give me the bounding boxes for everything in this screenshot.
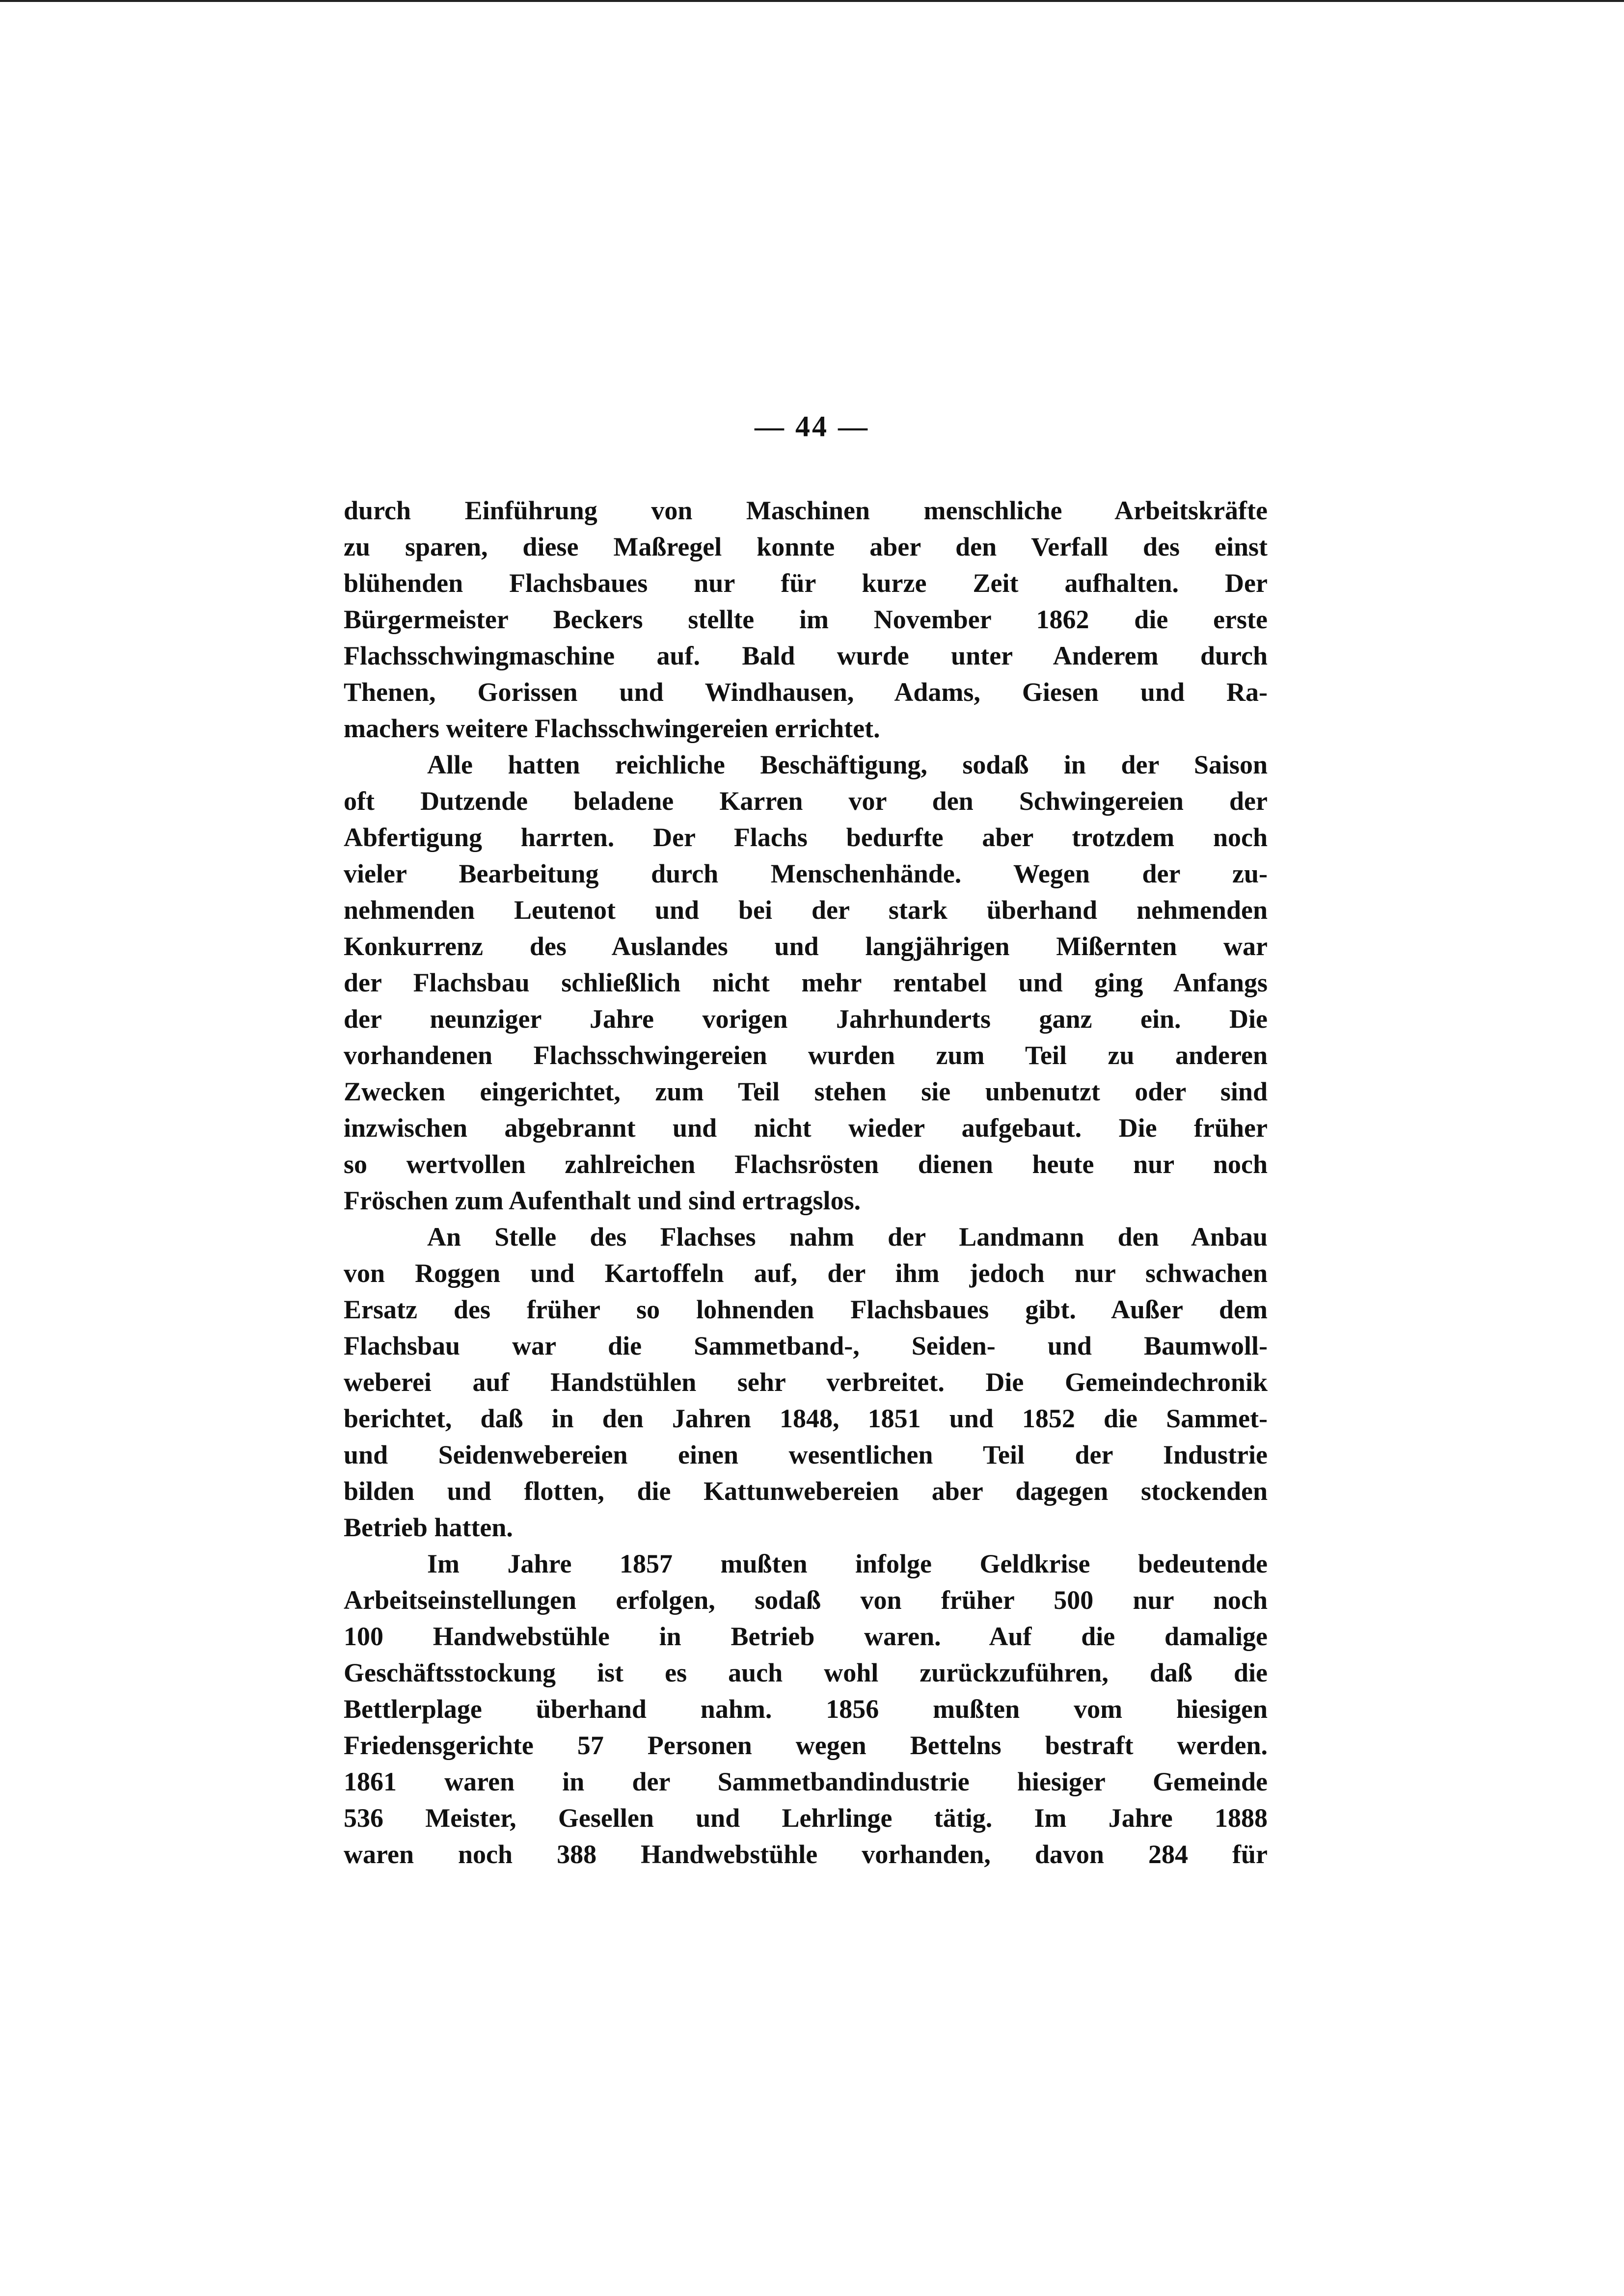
text-line: Bürgermeister Beckers stellte im November 1862 die erste: [344, 605, 1268, 634]
text-line: vieler Bearbeitung durch Menschenhände. Wegen der zu-: [344, 859, 1268, 888]
text-line: Betrieb hatten.: [344, 1513, 513, 1542]
text-line: Zwecken eingerichtet, zum Teil stehen sie unbenutzt oder sind: [344, 1077, 1268, 1106]
paragraph: [344, 1219, 1268, 1546]
paragraph: [344, 747, 1268, 1219]
scan-border-line: [0, 0, 1624, 2]
text-line: oft Dutzende beladene Karren vor den Schwingereien der: [344, 786, 1268, 816]
text-line: Ersatz des früher so lohnenden Flachsbaues gibt. Außer dem: [344, 1295, 1268, 1324]
text-line: inzwischen abgebrannt und nicht wieder aufgebaut. Die früher: [344, 1113, 1268, 1143]
text-line: weberei auf Handstühlen sehr verbreitet. Die Gemeindechronik: [344, 1367, 1268, 1397]
text-line: machers weitere Flachsschwingereien errichtet.: [344, 714, 880, 743]
text-line: Flachsbau war die Sammetband-, Seiden- und Baumwoll-: [344, 1331, 1268, 1361]
text-line: waren noch 388 Handwebstühle vorhanden, davon 284 für: [344, 1840, 1268, 1869]
text-line: der neunziger Jahre vorigen Jahrhunderts ganz ein. Die: [344, 1004, 1268, 1034]
text-line: der Flachsbau schließlich nicht mehr rentabel und ging Anfangs: [344, 968, 1268, 997]
text-line: von Roggen und Kartoffeln auf, der ihm jedoch nur schwachen: [344, 1258, 1268, 1288]
text-line: Bettlerplage überhand nahm. 1856 mußten vom hiesigen: [344, 1694, 1268, 1724]
text-line: Friedensgerichte 57 Personen wegen Bettelns bestraft werden.: [344, 1731, 1268, 1760]
text-line: 100 Handwebstühle in Betrieb waren. Auf die damalige: [344, 1622, 1268, 1651]
text-line: so wertvollen zahlreichen Flachsrösten dienen heute nur noch: [344, 1149, 1268, 1179]
text-line: Konkurrenz des Auslandes und langjährigen Mißernten war: [344, 932, 1268, 961]
text-line: Alle hatten reichliche Beschäftigung, sodaß in der Saison: [427, 750, 1268, 779]
text-line: Arbeitseinstellungen erfolgen, sodaß von früher 500 nur noch: [344, 1585, 1268, 1615]
text-line: und Seidenwebereien einen wesentlichen Teil der Industrie: [344, 1440, 1268, 1469]
text-line: durch Einführung von Maschinen menschliche Arbeitskräfte: [344, 496, 1268, 525]
text-line: berichtet, daß in den Jahren 1848, 1851 und 1852 die Sammet-: [344, 1404, 1268, 1433]
text-line: Geschäftsstockung ist es auch wohl zurückzuführen, daß die: [344, 1658, 1268, 1687]
text-line: Thenen, Gorissen und Windhausen, Adams, Giesen und Ra-: [344, 677, 1268, 707]
paragraph: [344, 1546, 1268, 1872]
text-line: bilden und flotten, die Kattunwebereien aber dagegen stockenden: [344, 1476, 1268, 1506]
text-line: Flachsschwingmaschine auf. Bald wurde unter Anderem durch: [344, 641, 1268, 670]
text-line: nehmenden Leutenot und bei der stark überhand nehmenden: [344, 895, 1268, 925]
text-line: zu sparen, diese Maßregel konnte aber den Verfall des einst: [344, 532, 1268, 561]
page-number: — 44 —: [755, 410, 869, 443]
text-line: Im Jahre 1857 mußten infolge Geldkrise bedeutende: [427, 1549, 1268, 1578]
text-line: 1861 waren in der Sammetbandindustrie hiesiger Gemeinde: [344, 1767, 1268, 1796]
text-line: blühenden Flachsbaues nur für kurze Zeit aufhalten. Der: [344, 568, 1268, 598]
text-line: 536 Meister, Gesellen und Lehrlinge tätig. Im Jahre 1888: [344, 1803, 1268, 1833]
text-line: Abfertigung harrten. Der Flachs bedurfte aber trotzdem noch: [344, 823, 1268, 852]
text-line: Fröschen zum Aufenthalt und sind ertragslos.: [344, 1186, 861, 1215]
body-text: [344, 492, 1268, 1872]
text-line: vorhandenen Flachsschwingereien wurden zum Teil zu anderen: [344, 1041, 1268, 1070]
text-line: An Stelle des Flachses nahm der Landmann den Anbau: [427, 1222, 1268, 1252]
paragraph: [344, 492, 1268, 747]
